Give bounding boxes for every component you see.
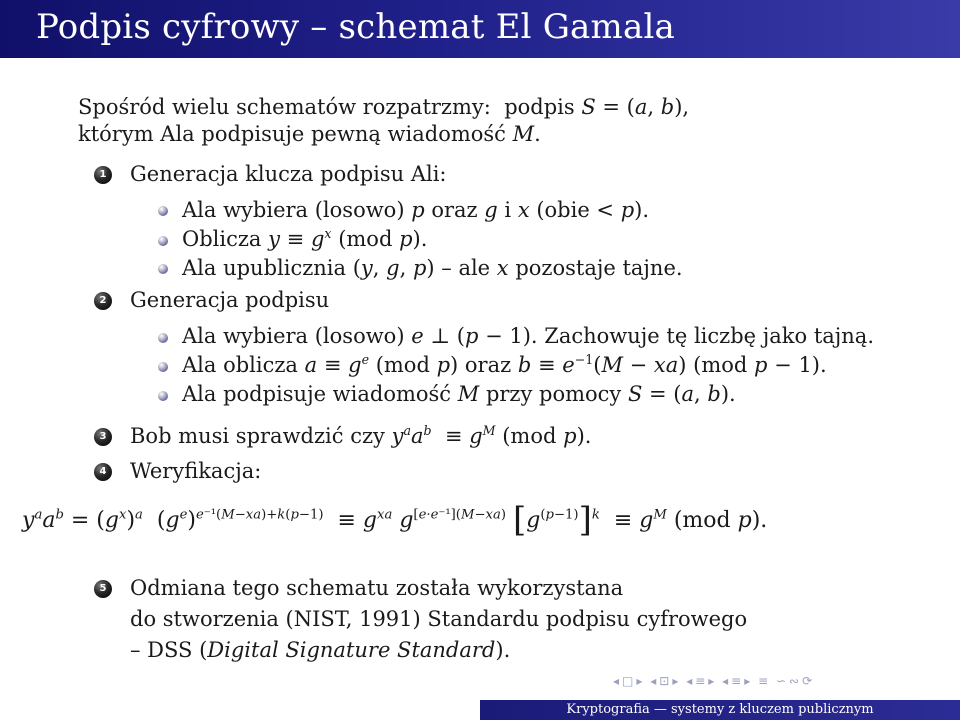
enum-number-3: 3 (94, 428, 112, 446)
align-icon[interactable]: ≡ (758, 674, 770, 688)
subsection-icon[interactable]: ⊡ (659, 674, 671, 688)
beamer-navigation (612, 674, 814, 688)
frame-icon[interactable]: □ (622, 674, 635, 688)
search-icon[interactable]: ⟳ (802, 674, 814, 688)
intro-line-2: którym Ala podpisuje pewną wiadomość M. (78, 122, 541, 146)
enum-number-5: 5 (94, 580, 112, 598)
nav-prev-frame-icon[interactable]: ◂ (613, 674, 621, 688)
sub-bullet (158, 391, 168, 401)
item-5-line-1: Odmiana tego schematu została wykorzystana (130, 576, 624, 600)
enum-number-4: 4 (94, 463, 112, 481)
sub-1-1: Ala wybiera (losowo) p oraz g i x (obie < p). (182, 198, 650, 222)
item-5-line-2: do stworzenia (NIST, 1991) Standardu podpisu cyfrowego (130, 607, 748, 631)
intro-line-1: Spośród wielu schematów rozpatrzmy: podpis S = (a, b), (78, 95, 690, 119)
footer-bar (0, 700, 960, 720)
item-2-text: Generacja podpisu (130, 288, 330, 312)
sub-bullet (158, 236, 168, 246)
nav-next-section-icon[interactable]: ▸ (708, 674, 716, 688)
item-1-text: Generacja klucza podpisu Ali: (130, 162, 447, 186)
footer-title: Kryptografia — systemy z kluczem publicznym (480, 700, 960, 720)
sub-2-3: Ala podpisuje wiadomość M przy pomocy S = (a, b). (182, 382, 736, 406)
sub-bullet (158, 362, 168, 372)
footer-left (0, 700, 480, 720)
nav-prev-subsection-icon[interactable]: ◂ (650, 674, 658, 688)
nav-prev-doc-icon[interactable]: ◂ (722, 674, 730, 688)
sub-bullet (158, 264, 168, 274)
enum-number-1: 1 (94, 166, 112, 184)
nav-next-doc-icon[interactable]: ▸ (744, 674, 752, 688)
section-icon[interactable]: ≡ (695, 674, 707, 688)
item-3-text: Bob musi sprawdzić czy $y^aa^b \equiv g^M$ (mod p). (130, 422, 592, 448)
nav-next-subsection-icon[interactable]: ▸ (672, 674, 680, 688)
sub-1-3: Ala upublicznia (y, g, p) – ale x pozostaje tajne. (182, 256, 683, 280)
sub-1-2: Oblicza $y \equiv g^x$ (mod p). (182, 225, 428, 251)
sub-bullet (158, 333, 168, 343)
enum-number-2: 2 (94, 292, 112, 310)
doc-icon[interactable]: ≡ (731, 674, 743, 688)
item-5-line-3: – DSS (Digital Signature Standard). (130, 638, 511, 662)
sub-bullet (158, 206, 168, 216)
nav-prev-section-icon[interactable]: ◂ (686, 674, 694, 688)
verification-formula: $y^aa^b = (g^x)^a$ $(g^e)^{e^{-1}(M-xa)+k(p-1)} \equiv g^{xa}$ $g^{[e\cdot e^{-1}](M-xa)}$ $[g^{(p-1)}]^k \equiv g^M$ (mod p). (22, 500, 768, 540)
nav-next-frame-icon[interactable]: ▸ (636, 674, 644, 688)
slide-title: Podpis cyfrowy – schemat El Gamala (36, 7, 675, 47)
item-4-text: Weryfikacja: (130, 459, 262, 483)
back-icon[interactable]: ∽ (775, 674, 788, 688)
forward-icon[interactable]: ∾ (789, 674, 801, 688)
sub-2-1: Ala wybiera (losowo) e ⊥ (p − 1). Zachowuje tę liczbę jako tajną. (182, 324, 875, 348)
sub-2-2: Ala oblicza $a \equiv g^e$ (mod p) oraz $b \equiv e^{-1}(M - xa)$ (mod p − 1). (182, 351, 827, 377)
